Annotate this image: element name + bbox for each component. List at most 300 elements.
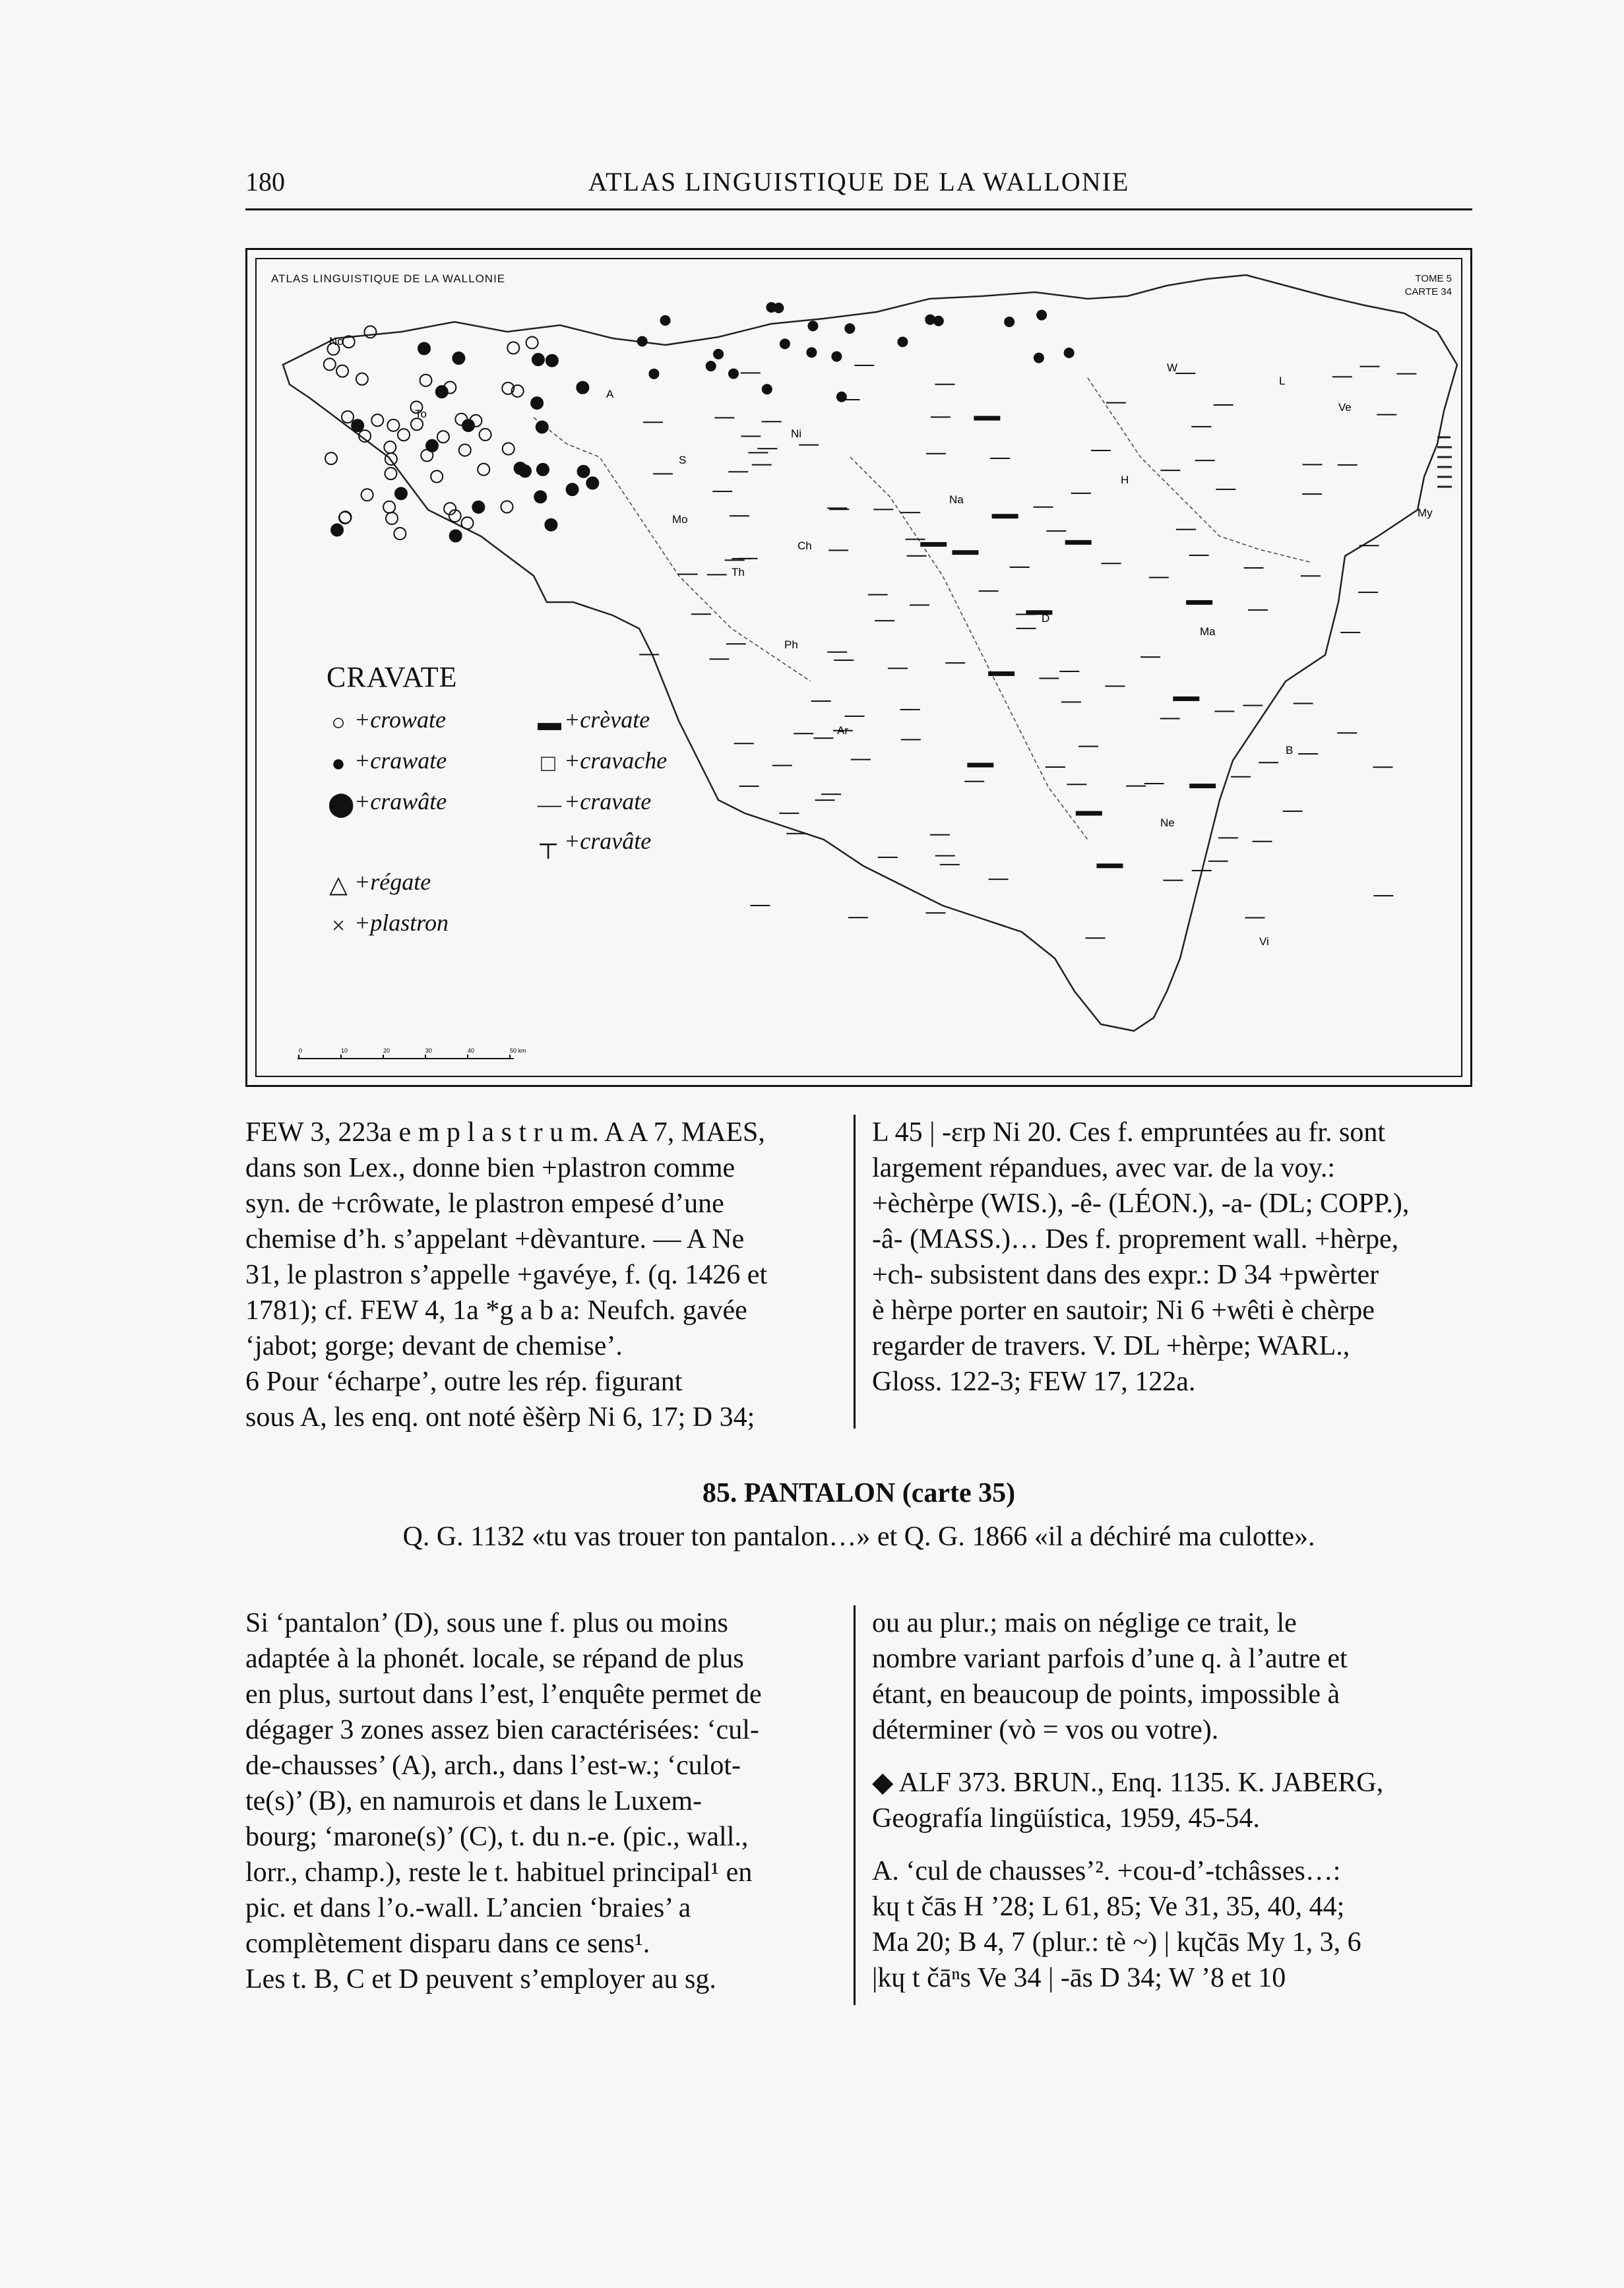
crevate-mark	[920, 542, 947, 547]
cravate-mark	[1102, 563, 1121, 564]
crowate-point	[385, 468, 396, 479]
crowate-point	[342, 411, 354, 423]
cravate-mark	[709, 658, 729, 660]
crawate-point	[728, 369, 739, 379]
cravate-mark	[1061, 701, 1081, 702]
crawate-point	[395, 487, 407, 499]
cravate-mark	[1283, 811, 1303, 812]
province-boundary	[534, 417, 811, 681]
cravate-mark	[1189, 555, 1209, 556]
crevate-mark	[952, 550, 978, 555]
cravate-mark	[1091, 450, 1111, 451]
scale-tick-label: 40	[468, 1047, 475, 1054]
crawate-point	[836, 392, 847, 402]
cravate-mark	[1396, 373, 1416, 375]
map-carte: CARTE 34	[1404, 286, 1452, 297]
map-figure	[245, 248, 1472, 1087]
text-line: ou au plur.; mais on néglige ce trait, le	[872, 1608, 1297, 1638]
text-line: sous A, les enq. ont noté èšèrp Ni 6, 17; D 34;	[245, 1402, 755, 1433]
cravate-mark	[1243, 705, 1263, 706]
map-volume-label	[1405, 272, 1452, 299]
region-label: B	[1286, 744, 1294, 757]
cravate-mark	[1338, 464, 1358, 466]
crowate-point	[384, 441, 396, 453]
crawate-point	[806, 347, 817, 357]
cravate-mark	[643, 421, 663, 423]
text-line: Si ‘pantalon’ (D), sous une f. plus ou moins	[245, 1608, 728, 1638]
cravate-mark	[1039, 677, 1059, 679]
region-label: D	[1042, 612, 1050, 625]
region-label: Mo	[672, 513, 688, 526]
region-label: Ve	[1338, 401, 1352, 414]
crowate-point	[503, 443, 515, 454]
region-label: To	[415, 408, 427, 420]
region-label: No	[329, 335, 344, 348]
cravate-mark	[1071, 493, 1091, 494]
text-line: kɥ t čās H ’28; L 61, 85; Ve 31, 35, 40, 44;	[872, 1892, 1345, 1922]
crawate-point	[453, 352, 464, 364]
cravate-mark	[799, 445, 819, 446]
crawate-point	[844, 323, 855, 334]
cravate-mark	[741, 435, 761, 437]
region-label: Na	[949, 493, 964, 506]
cravate-mark	[1046, 530, 1066, 532]
crevate-mark	[988, 671, 1015, 676]
text-line: A. ‘cul de chausses’². +cou-d’-tchâsses…:	[872, 1856, 1341, 1886]
region-label: Ma	[1200, 625, 1216, 638]
cravate-mark	[1160, 470, 1180, 471]
crowate-point	[371, 414, 383, 426]
crowate-point	[398, 429, 410, 441]
crawate-point	[462, 419, 474, 431]
legend-label: +crawate	[354, 747, 447, 774]
cravate-mark	[1294, 703, 1313, 704]
cravate-mark	[1176, 529, 1196, 530]
region-label: Ne	[1160, 817, 1175, 829]
crevate-mark	[1189, 784, 1216, 788]
cravate-mark	[1010, 567, 1030, 568]
crowate-point	[386, 512, 398, 524]
crawate-point	[537, 464, 549, 476]
crawate-point	[577, 382, 588, 394]
crevate-mark	[1096, 863, 1123, 868]
crawate-point	[352, 419, 363, 431]
open-square-icon: □	[541, 749, 555, 776]
cravate-mark	[811, 700, 831, 702]
crowate-point	[394, 528, 406, 540]
crevate-mark	[1186, 600, 1212, 605]
crawate-point	[933, 316, 944, 326]
cravate-mark	[1059, 671, 1079, 672]
cravate-mark	[1034, 507, 1053, 508]
crawate-point	[1034, 353, 1044, 363]
text-line: largement répandues, avec var. de la voy.:	[872, 1153, 1336, 1183]
region-label: Vi	[1259, 935, 1269, 948]
cravate-mark	[907, 555, 927, 557]
text-line: ◆ ALF 373. BRUN., Enq. 1135. K. JABERG,	[872, 1768, 1384, 1798]
crowate-point	[420, 375, 431, 386]
crawate-point	[567, 483, 578, 495]
text-line: 1781); cf. FEW 4, 1a *g a b a: Neufch. gavée	[245, 1295, 747, 1326]
legend-item-regate	[328, 866, 431, 898]
eastern-border-hatching	[1437, 437, 1452, 487]
text-line: de-chausses’ (A), arch., dans l’est-w.; ‘culot-	[245, 1750, 741, 1781]
text-line: en plus, surtout dans l’est, l’enquête permet de	[245, 1679, 762, 1710]
cravate-mark	[1078, 746, 1098, 747]
crawate-point	[637, 336, 648, 346]
cravate-mark	[1377, 414, 1396, 416]
crowate-point	[356, 373, 368, 385]
region-label: Th	[732, 566, 745, 578]
cravate-mark	[901, 739, 921, 740]
section-title: 85. PANTALON (carte 35)	[702, 1478, 1016, 1508]
cravate-mark	[848, 917, 868, 918]
cravate-mark	[1086, 937, 1106, 939]
cravate-mark	[1252, 841, 1272, 842]
crawate-point	[531, 397, 543, 409]
crawate-point	[780, 338, 790, 349]
cravate-mark	[750, 905, 770, 906]
cravate-mark	[1244, 567, 1264, 569]
legend-label: +cravache	[564, 747, 668, 774]
legend-item-crevate	[538, 704, 650, 735]
legend-label: +cravate	[564, 788, 652, 815]
cravate-mark	[752, 464, 772, 466]
cravate-mark	[900, 709, 920, 710]
legend-item-cravate-long	[538, 825, 651, 857]
crawate-point	[519, 465, 531, 477]
cravate-mark	[728, 471, 748, 472]
cravate-mark	[1302, 493, 1322, 495]
region-label: S	[679, 454, 687, 466]
crawate-point	[331, 524, 343, 536]
cravate-mark	[990, 458, 1010, 459]
crawate-point	[807, 321, 818, 331]
cravate-mark	[739, 786, 759, 787]
cravate-mark	[1359, 545, 1379, 546]
cravate-mark	[964, 781, 984, 782]
crevate-mark	[1076, 811, 1102, 816]
text-line: dans son Lex., donne bien +plastron comme	[245, 1153, 735, 1183]
crowate-point	[461, 517, 473, 529]
crowate-point	[507, 342, 519, 354]
text-line: L 45 | -ɛrp Ni 20. Ces f. empruntées au fr. sont	[872, 1117, 1386, 1148]
cravate-mark	[1105, 685, 1125, 687]
cravate-mark	[940, 864, 960, 865]
cravate-mark	[827, 507, 847, 509]
crevate-mark	[1065, 540, 1092, 545]
cravate-mark	[813, 737, 833, 739]
crawate-point	[831, 351, 842, 361]
text-line: +ch- subsistent dans des expr.: D 34 +pwèrter	[872, 1260, 1379, 1290]
text-line: pic. et dans l’o.-wall. L’ancien ‘braies’ a	[245, 1893, 691, 1923]
region-label: My	[1418, 507, 1433, 519]
text-line: te(s)’ (B), en namurois et dans le Luxem-	[245, 1786, 702, 1816]
crevate-mark	[992, 514, 1018, 518]
text-line: regarder de travers. V. DL +hèrpe; WARL.,	[872, 1331, 1350, 1361]
crawate-point	[648, 369, 659, 379]
legend-label: +crowate	[354, 706, 446, 733]
text-line: FEW 3, 223a e m p l a s t r u m. A A 7, MAES,	[245, 1117, 765, 1148]
crowate-point	[437, 431, 449, 443]
crowate-point	[364, 326, 376, 338]
cravate-mark	[653, 473, 673, 474]
cravate-mark	[1160, 718, 1180, 719]
cravate-mark	[730, 515, 749, 516]
open-circle-icon: ○	[331, 708, 346, 735]
text-line: complètement disparu dans ce sens¹.	[245, 1929, 650, 1959]
legend-item-crawate	[328, 745, 447, 776]
crawate-point	[536, 421, 548, 433]
text-line: Les t. B, C et D peuvent s’employer au sg.	[245, 1964, 716, 1994]
cravate-mark	[757, 448, 777, 449]
column-divider	[854, 1115, 856, 1429]
legend-label: +cravâte	[564, 828, 652, 854]
crawate-point	[773, 303, 784, 313]
region-label: A	[606, 388, 614, 400]
legend-item-crowate	[328, 704, 446, 735]
cravate-mark	[906, 539, 925, 540]
cravate-mark	[1373, 895, 1393, 896]
cravate-mark	[900, 512, 920, 513]
cravate-mark	[734, 743, 754, 744]
upper-right-column	[872, 1115, 1472, 1400]
crowate-point	[387, 419, 399, 431]
cravate-mark	[1302, 464, 1322, 465]
cravate-mark	[779, 813, 799, 814]
text-line: Geografía lingüística, 1959, 45-54.	[872, 1803, 1260, 1834]
cravate-mark	[1140, 656, 1160, 658]
cravate-mark	[1163, 880, 1183, 881]
crawate-point	[546, 355, 558, 367]
cravate-mark	[1208, 861, 1228, 862]
cravate-mark	[1149, 577, 1169, 578]
text-line: +èchèrpe (WIS.), -ê- (LÉON.), -a- (DL; COPP.),	[872, 1189, 1410, 1219]
map-tome: TOME 5	[1415, 273, 1452, 284]
cravate-mark	[639, 654, 659, 655]
text-line: bourg; ‘marone(s)’ (C), t. du n.-e. (pic., wall.,	[245, 1822, 749, 1852]
cravate-mark	[875, 620, 894, 621]
crawate-point	[1064, 348, 1075, 358]
scale-tick-label: 30	[425, 1047, 433, 1054]
scale-tick-label: 20	[383, 1047, 390, 1054]
cravate-mark	[935, 384, 955, 385]
cravate-mark	[1245, 917, 1265, 918]
thick-bar-icon: ▬	[538, 708, 561, 735]
cravate-mark	[1248, 609, 1268, 611]
cravate-mark	[748, 452, 768, 453]
cravate-mark	[888, 667, 908, 669]
text-line: chemise d’h. s’appelant +dèvanture. — A Ne	[245, 1224, 745, 1254]
cravate-mark	[741, 372, 761, 373]
crowate-point	[526, 337, 538, 349]
legend-label: +régate	[354, 869, 431, 895]
text-line: 31, le plastron s’appelle +gavéye, f. (q. 1426 et	[245, 1260, 768, 1290]
text-line: |kɥ t čāⁿs Ve 34 | -ās D 34; W ’8 et 10	[872, 1963, 1286, 1993]
crawate-point	[532, 354, 544, 365]
cravate-mark	[1214, 404, 1234, 406]
text-line: è hèrpe porter en sautoir; Ni 6 +wêti è chèrpe	[872, 1295, 1375, 1326]
section-subtitle: Q. G. 1132 «tu vas trouer ton pantalon…» et Q. G. 1866 «il a déchiré ma culotte».	[402, 1522, 1315, 1552]
filled-circle-icon: ●	[331, 749, 346, 776]
cravate-mark	[1216, 489, 1235, 490]
cravate-mark	[737, 558, 757, 559]
cravate-mark	[1231, 776, 1251, 778]
text-line: lorr., champ.), reste le t. habituel principal¹ en	[245, 1857, 753, 1888]
crawate-point	[418, 342, 430, 354]
lower-left-column	[245, 1605, 839, 1997]
cravate-mark	[1067, 784, 1086, 785]
cravate-mark	[815, 799, 835, 801]
scale-tick-label: 10	[341, 1047, 348, 1054]
crowate-point	[383, 501, 395, 513]
cravate-mark	[786, 833, 806, 834]
cravate-mark	[1340, 632, 1360, 633]
text-line: 6 Pour ‘écharpe’, outre les rép. figurant	[245, 1367, 683, 1397]
legend-label: +crèvate	[564, 706, 650, 733]
legend-title: CRAVATE	[327, 661, 458, 693]
dash-tick-icon: ┬	[540, 830, 557, 857]
crawate-point	[1036, 310, 1047, 321]
header-rule	[245, 208, 1472, 210]
cravate-mark	[910, 604, 929, 605]
cravate-mark	[828, 549, 848, 551]
cravate-mark	[931, 416, 951, 417]
region-label: Ni	[791, 427, 802, 440]
cravate-mark	[1126, 786, 1146, 787]
crowate-point	[431, 470, 443, 482]
cravate-mark	[854, 365, 874, 366]
triangle-icon: △	[329, 871, 348, 898]
crowate-point	[459, 444, 471, 456]
region-label: H	[1121, 474, 1129, 486]
cravate-mark	[978, 590, 998, 592]
crowate-point	[336, 365, 348, 377]
cravate-mark	[1046, 766, 1065, 768]
crevate-mark	[967, 762, 993, 767]
cravate-mark	[1359, 366, 1379, 367]
cravate-mark	[829, 509, 849, 510]
cravate-mark	[1106, 402, 1126, 404]
cravate-mark	[1175, 373, 1195, 374]
text-line: dégager 3 zones assez bien caractérisées: ‘cul-	[245, 1715, 759, 1745]
province-boundary	[850, 457, 1088, 840]
cravate-mark	[707, 574, 727, 575]
cravate-mark	[989, 879, 1009, 880]
map-scale-bar	[296, 1045, 526, 1065]
text-line: étant, en beaucoup de points, impossible à	[872, 1679, 1340, 1710]
cross-icon: ×	[331, 912, 346, 939]
cravate-mark	[1016, 628, 1036, 629]
filled-circle-stem-icon: ⬤	[328, 790, 355, 817]
crowate-point	[324, 358, 336, 370]
map-legend	[295, 660, 704, 950]
scale-tick-label: 0	[299, 1047, 303, 1054]
crawate-point	[897, 336, 908, 347]
cravate-mark	[834, 660, 854, 661]
upper-left-column	[245, 1115, 839, 1435]
text-line: déterminer (vò = vos ou votre).	[872, 1715, 1219, 1745]
map-atlas-label: ATLAS LINGUISTIQUE DE LA WALLONIE	[271, 272, 506, 285]
running-head	[245, 166, 1472, 206]
crawate-point	[426, 440, 438, 452]
cravate-mark	[1337, 732, 1357, 733]
crowate-point	[478, 464, 489, 476]
crawate-point	[762, 384, 772, 394]
crawate-point	[706, 361, 716, 371]
text-line: Ma 20; B 4, 7 (plur.: tè ~) | kɥčās My 1, 3, 6	[872, 1927, 1361, 1958]
cravate-mark	[925, 912, 945, 913]
cravate-mark	[1373, 766, 1392, 768]
crowate-point	[361, 489, 373, 501]
crawate-point	[586, 477, 598, 489]
legend-item-cravate	[538, 786, 651, 817]
region-label: Ch	[797, 540, 812, 552]
cravate-mark	[1358, 592, 1378, 593]
text-line: nombre variant parfois d’une q. à l’autre et	[872, 1644, 1348, 1674]
crawate-point	[1004, 317, 1015, 327]
text-line: Gloss. 122-3; FEW 17, 122a.	[872, 1367, 1196, 1397]
cravate-mark	[935, 855, 955, 856]
crowate-point	[325, 452, 337, 464]
cravate-mark	[772, 765, 792, 766]
column-divider	[854, 1605, 856, 2005]
cravate-mark	[725, 559, 745, 561]
province-boundary	[1088, 378, 1312, 563]
legend-label: +crawâte	[354, 788, 447, 815]
cravate-mark	[1218, 837, 1238, 838]
cravate-mark	[1332, 376, 1352, 377]
region-label: Ph	[784, 638, 798, 651]
cravate-mark	[1191, 426, 1211, 427]
crawate-point	[545, 519, 557, 531]
cravate-mark	[840, 399, 859, 400]
text-line: ‘jabot; gorge; devant de chemise’.	[245, 1331, 623, 1361]
legend-label: +plastron	[354, 910, 449, 936]
cravate-mark	[712, 491, 732, 492]
crawate-point	[450, 530, 462, 541]
crowate-point	[385, 453, 397, 465]
crawate-point	[660, 315, 671, 326]
region-label: Ar	[837, 724, 848, 737]
cravate-mark	[1301, 575, 1321, 576]
text-line: -â- (MASS.)… Des f. proprement wall. +hèrpe,	[872, 1224, 1399, 1254]
crawate-point	[534, 491, 546, 503]
cravate-mark	[794, 733, 813, 734]
cravate-mark	[945, 662, 965, 664]
cravate-mark	[821, 793, 841, 795]
crevate-mark	[974, 416, 1000, 421]
crawate-point	[713, 349, 724, 359]
cravate-mark	[691, 613, 711, 615]
cravate-mark	[930, 834, 950, 836]
cravate-mark	[1298, 753, 1318, 755]
crowate-point	[480, 429, 491, 441]
cravate-mark	[1259, 762, 1278, 763]
cravate-mark	[1144, 783, 1164, 784]
running-title: ATLAS LINGUISTIQUE DE LA WALLONIE	[588, 167, 1130, 197]
map-panel	[255, 258, 1462, 1077]
crawate-point	[472, 501, 484, 513]
cravate-mark	[878, 857, 898, 858]
cravate-mark	[851, 759, 871, 760]
cravate-mark	[1195, 460, 1215, 461]
cravate-mark	[714, 417, 734, 418]
legend-item-plastron	[328, 907, 449, 939]
legend-item-cravache	[538, 745, 667, 776]
cravate-mark	[926, 453, 946, 454]
cravate-mark	[845, 716, 865, 717]
